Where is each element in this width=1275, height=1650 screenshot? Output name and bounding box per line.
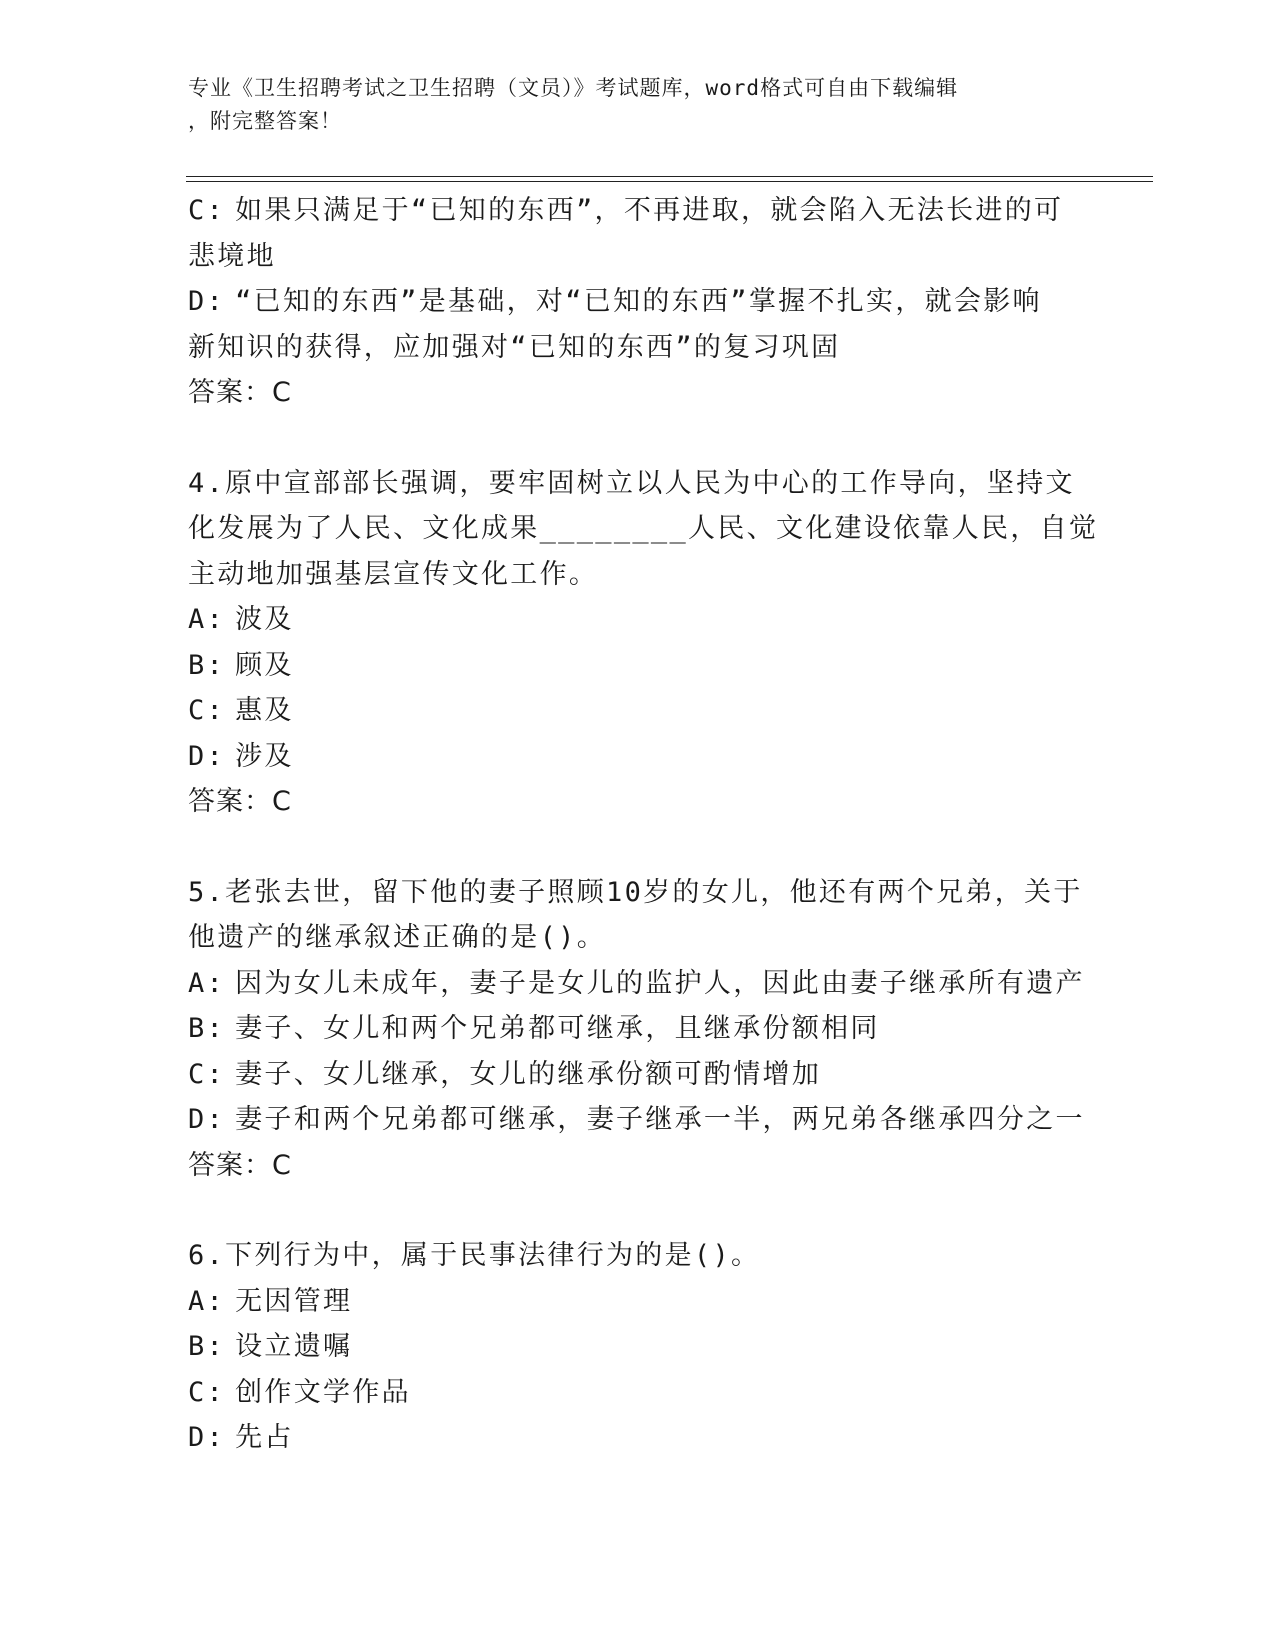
option-d — [188, 734, 1088, 780]
option-label: A: — [188, 604, 226, 635]
question-stem-line: 他遗产的继承叙述正确的是()。 — [188, 922, 607, 953]
question-stem-line: 4.原中宣部部长强调，要牢固树立以人民为中心的工作导向，坚持文 — [188, 467, 1075, 499]
option-d — [188, 279, 1088, 325]
option-label: A: — [188, 967, 226, 999]
question-stem-line: 主动地加强基层宣传文化工作。 — [188, 558, 599, 590]
option-b — [188, 1324, 1088, 1370]
option-d — [188, 1415, 1088, 1461]
option-a — [188, 597, 1088, 643]
answer-line: 答案：C — [188, 1149, 292, 1181]
option-text: 因为女儿未成年，妻子是女儿的监护人，因此由妻子继承所有遗产 — [235, 967, 1085, 999]
header-line-2: ，附完整答案！ — [188, 109, 342, 133]
option-a — [188, 1279, 1088, 1325]
option-text: 先占 — [235, 1422, 294, 1453]
option-label: A: — [188, 1285, 226, 1317]
question-content — [188, 188, 1099, 1461]
option-text: “已知的东西”是基础，对“已知的东西”掌握不扎实，就会影响 — [235, 286, 1042, 317]
option-label: B: — [188, 1331, 226, 1362]
option-label: D: — [188, 740, 226, 772]
option-a — [188, 961, 1088, 1007]
option-label: C: — [188, 1376, 226, 1408]
option-label: C: — [188, 1058, 226, 1090]
option-c — [188, 1052, 1088, 1098]
option-text: 无因管理 — [235, 1285, 353, 1317]
question-stem-line: 化发展为了人民、文化成果________人民、文化建设依靠人民，自觉 — [188, 513, 1099, 544]
option-text: 妻子、女儿继承，女儿的继承份额可酌情增加 — [235, 1058, 822, 1090]
option-label: D: — [188, 1422, 226, 1453]
option-b — [188, 643, 1088, 689]
page-header — [188, 72, 1068, 138]
option-text: 创作文学作品 — [235, 1376, 411, 1408]
option-c-continuation: 悲境地 — [188, 240, 276, 272]
option-b — [188, 1006, 1088, 1052]
option-text: 妻子和两个兄弟都可继承，妻子继承一半，两兄弟各继承四分之一 — [235, 1104, 1085, 1135]
option-label: C: — [188, 695, 226, 726]
option-c — [188, 688, 1088, 734]
header-line-1: 专业《卫生招聘考试之卫生招聘（文员）》考试题库，word格式可自由下载编辑 — [188, 76, 959, 100]
option-text: 波及 — [235, 604, 294, 635]
option-text: 妻子、女儿和两个兄弟都可继承，且继承份额相同 — [235, 1013, 880, 1044]
option-label: D: — [188, 286, 226, 317]
header-divider-bottom — [186, 181, 1153, 182]
answer-line: 答案：C — [188, 377, 292, 408]
option-label: B: — [188, 1013, 226, 1044]
option-text: 如果只满足于“已知的东西”，不再进取，就会陷入无法长进的可 — [235, 195, 1064, 226]
option-label: B: — [188, 649, 226, 681]
option-text: 涉及 — [235, 740, 294, 772]
question-6 — [188, 1233, 1088, 1461]
option-label: D: — [188, 1104, 226, 1135]
continued-question — [188, 188, 1088, 416]
option-text: 惠及 — [235, 695, 294, 726]
option-text: 设立遗嘱 — [235, 1331, 353, 1362]
option-label: C: — [188, 195, 226, 226]
header-divider-top — [186, 176, 1153, 177]
option-c — [188, 188, 1088, 234]
option-d — [188, 1097, 1088, 1143]
question-4 — [188, 461, 1099, 825]
question-stem-line: 5.老张去世，留下他的妻子照顾10岁的女儿，他还有两个兄弟，关于 — [188, 876, 1083, 908]
option-text: 顾及 — [235, 649, 294, 681]
option-d-continuation: 新知识的获得，应加强对“已知的东西”的复习巩固 — [188, 331, 841, 363]
question-stem-line: 6.下列行为中，属于民事法律行为的是()。 — [188, 1240, 761, 1271]
answer-line: 答案：C — [188, 786, 292, 817]
question-5 — [188, 870, 1088, 1189]
option-c — [188, 1370, 1088, 1416]
